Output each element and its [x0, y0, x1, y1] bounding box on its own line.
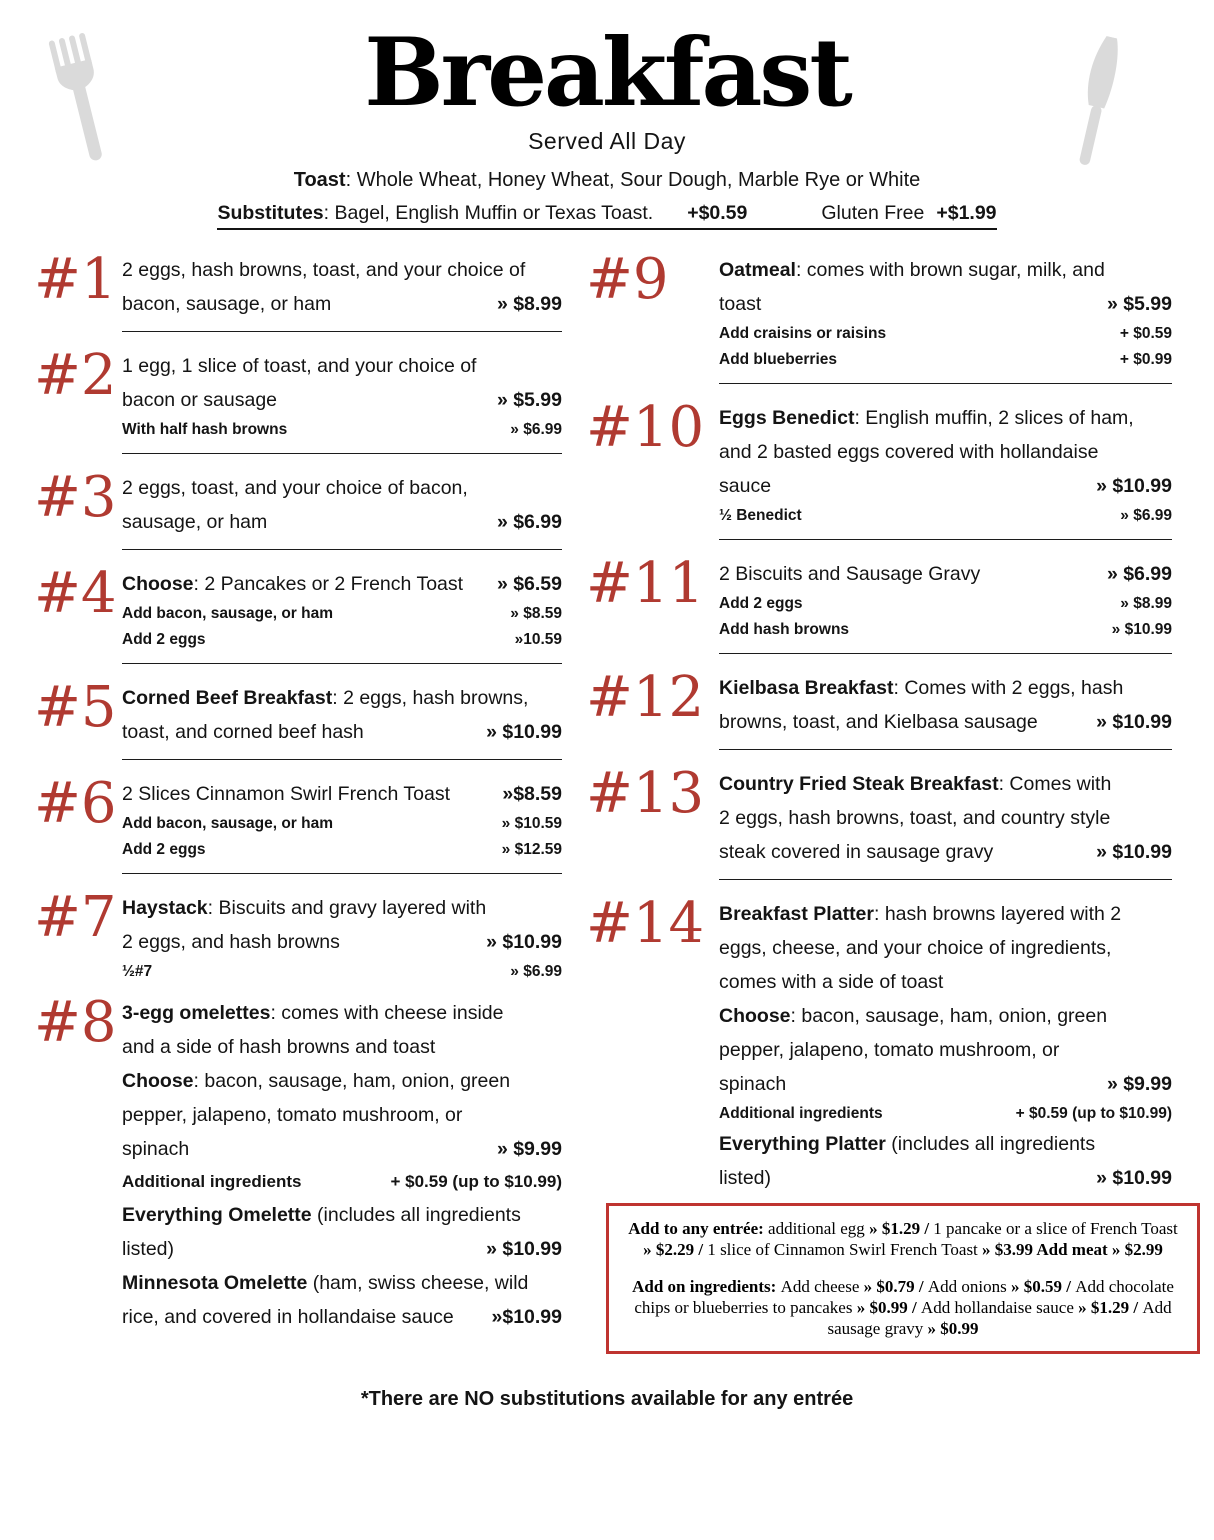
item-line	[719, 435, 1172, 469]
item-price: » $10.99	[486, 1238, 562, 1260]
item-divider	[122, 331, 562, 332]
item-line	[122, 383, 562, 417]
text-segment: 2 Slices Cinnamon Swirl French Toast	[122, 783, 451, 805]
item-line	[719, 401, 1172, 435]
text-segment: ½ Benedict	[719, 507, 802, 524]
text-segment: Add 2 eggs	[719, 595, 803, 612]
item-line-text	[122, 1030, 435, 1064]
item-divider	[719, 539, 1172, 540]
text-segment: Add to any entrée:	[628, 1219, 769, 1238]
item-line-text	[719, 1033, 1059, 1067]
menu-item	[34, 247, 562, 321]
item-divider	[719, 749, 1172, 750]
item-number: #2	[34, 343, 117, 408]
item-number: #3	[34, 465, 117, 530]
item-line-text	[122, 383, 277, 417]
text-segment: Kielbasa Breakfast	[719, 677, 894, 699]
text-segment: rice, and covered in hollandaise sauce	[122, 1306, 454, 1328]
text-segment: Choose	[122, 1070, 194, 1092]
item-line-text	[719, 671, 1123, 705]
text-segment: pepper, jalapeno, tomato mushroom, or	[719, 1039, 1060, 1061]
toast-line	[0, 169, 1214, 192]
right-column	[586, 247, 1178, 1354]
addon-paragraph	[623, 1276, 1183, 1340]
text-segment: spinach	[719, 1073, 787, 1095]
text-segment: listed)	[122, 1238, 175, 1260]
item-line	[122, 601, 562, 627]
item-content	[719, 398, 1172, 529]
item-number: #9	[586, 247, 669, 312]
item-line	[122, 1132, 562, 1166]
item-content	[122, 888, 562, 985]
text-segment: 2 eggs, hash browns, toast, and your choice of	[122, 259, 526, 281]
item-line-text	[122, 253, 525, 287]
item-line-text	[719, 557, 980, 591]
item-line-text	[122, 567, 463, 601]
item-number: #5	[34, 675, 117, 740]
text-segment: sauce	[719, 475, 772, 497]
item-line-text	[122, 777, 450, 811]
text-segment: With half hash browns	[122, 421, 288, 438]
item-line	[719, 705, 1172, 739]
menu-item	[34, 343, 562, 443]
item-line	[122, 715, 562, 749]
substitutes-line	[0, 202, 1214, 230]
substitutes-underline	[217, 202, 996, 230]
substitutes-price: +$0.59	[687, 202, 748, 224]
item-line	[719, 591, 1172, 617]
text-segment: pepper, jalapeno, tomato mushroom, or	[122, 1104, 463, 1126]
text-segment: Add sausage gravy	[827, 1297, 1172, 1338]
item-line-text	[122, 681, 528, 715]
text-segment: Add cheese	[780, 1276, 864, 1296]
right-column-items	[586, 247, 1172, 1195]
text-segment: 3-egg omelettes	[122, 1002, 271, 1024]
text-segment: Everything Platter	[719, 1133, 886, 1155]
item-price: »$10.99	[491, 1306, 562, 1328]
item-line	[122, 681, 562, 715]
text-segment: 1 egg, 1 slice of toast, and your choice of	[122, 355, 477, 377]
text-segment: (includes all ingredients	[311, 1204, 521, 1226]
text-segment: Corned Beef Breakfast	[122, 687, 333, 709]
item-line-text	[122, 811, 333, 837]
item-line	[122, 1232, 562, 1266]
item-number: #8	[34, 990, 117, 1055]
menu-item	[34, 465, 562, 539]
item-line-text	[122, 959, 152, 985]
item-content	[122, 564, 562, 653]
item-divider	[719, 383, 1172, 384]
item-price: + $0.99	[1119, 351, 1172, 368]
text-segment: additional egg	[768, 1219, 870, 1238]
item-line-text	[719, 435, 1098, 469]
item-line-text	[719, 591, 803, 617]
item-content	[719, 894, 1172, 1195]
item-price: »$8.59	[502, 783, 562, 805]
item-content	[719, 554, 1172, 643]
item-divider	[122, 549, 562, 550]
text-segment: 2 Biscuits and Sausage Gravy	[719, 563, 981, 585]
text-segment: » $3.99	[982, 1240, 1037, 1260]
item-line	[719, 253, 1172, 287]
item-line	[719, 1033, 1172, 1067]
text-segment: Oatmeal	[719, 259, 796, 281]
text-segment: Breakfast Platter	[719, 903, 874, 925]
item-line	[122, 1166, 562, 1198]
item-line-text	[122, 891, 486, 925]
menu-item	[34, 771, 562, 863]
item-price: »10.59	[514, 631, 562, 648]
toast-label: Toast	[293, 169, 346, 191]
text-segment: listed)	[719, 1167, 772, 1189]
item-price: + $0.59	[1119, 325, 1172, 342]
item-price: » $6.99	[1106, 563, 1172, 585]
item-line	[122, 891, 562, 925]
menu-item	[586, 395, 1172, 529]
item-line-text	[719, 1101, 883, 1127]
text-segment: and 2 basted eggs covered with hollandaise	[719, 441, 1099, 463]
text-segment: : Comes with	[998, 773, 1112, 795]
item-price: » $6.59	[496, 573, 562, 595]
text-segment: : bacon, sausage, ham, onion, green	[193, 1070, 511, 1092]
text-segment: » $0.99	[927, 1319, 979, 1338]
item-price: » $10.99	[1096, 1167, 1172, 1189]
text-segment: : bacon, sausage, ham, onion, green	[790, 1005, 1108, 1027]
text-segment: Add craisins or raisins	[719, 325, 887, 342]
page-title: Breakfast	[364, 18, 850, 128]
item-price: » $10.99	[1096, 475, 1172, 497]
text-segment: Everything Omelette	[122, 1204, 312, 1226]
item-line-text	[122, 837, 206, 863]
text-segment: toast	[719, 293, 762, 315]
item-price: » $10.59	[501, 815, 562, 832]
item-price: + $0.59 (up to $10.99)	[1015, 1105, 1172, 1122]
item-line	[122, 349, 562, 383]
text-segment: : Comes with 2 eggs, hash	[893, 677, 1124, 699]
item-line-text	[122, 287, 331, 321]
item-price: » $5.99	[496, 389, 562, 411]
item-line-text	[719, 503, 802, 529]
text-segment: » $1.29 /	[869, 1219, 934, 1238]
text-segment: Eggs Benedict	[719, 407, 855, 429]
item-number: #6	[34, 771, 117, 836]
text-segment: : 2 eggs, hash browns,	[332, 687, 529, 709]
text-segment: eggs, cheese, and your choice of ingredients,	[719, 937, 1112, 959]
text-segment: : 2 Pancakes or 2 French Toast	[193, 573, 464, 595]
item-divider	[719, 653, 1172, 654]
item-content	[122, 346, 562, 443]
item-line-text	[122, 1266, 528, 1300]
item-price: » $8.59	[510, 605, 562, 622]
item-number: #1	[34, 247, 117, 312]
item-line	[122, 811, 562, 837]
item-price: » $10.99	[486, 931, 562, 953]
item-divider	[719, 879, 1172, 880]
item-content	[122, 250, 562, 321]
item-line	[122, 1266, 562, 1300]
text-segment: Additional ingredients	[122, 1172, 302, 1191]
item-price: » $10.99	[1096, 711, 1172, 733]
item-price: » $12.59	[501, 841, 562, 858]
item-line-text	[719, 897, 1121, 931]
menu-header	[0, 0, 1214, 230]
item-line	[122, 925, 562, 959]
item-line-text	[122, 417, 287, 443]
text-segment: Add on ingredients:	[632, 1276, 781, 1296]
item-line	[719, 999, 1172, 1033]
text-segment: Add hollandaise sauce	[920, 1297, 1079, 1317]
item-line-text	[122, 601, 333, 627]
item-price: » $10.99	[1111, 621, 1172, 638]
item-line	[719, 671, 1172, 705]
item-line-text	[719, 999, 1107, 1033]
item-line-text	[719, 617, 849, 643]
toast-text: : Whole Wheat, Honey Wheat, Sour Dough, Marble Rye or White	[345, 169, 921, 191]
item-line	[719, 617, 1172, 643]
item-price: » $9.99	[1106, 1073, 1172, 1095]
text-segment: Add 2 eggs	[122, 841, 206, 858]
item-line-text	[719, 1127, 1095, 1161]
item-line	[122, 287, 562, 321]
item-line	[122, 505, 562, 539]
footer-note: *There are NO substitutions available for any entrée	[360, 1388, 854, 1411]
item-price: » $6.99	[496, 511, 562, 533]
item-price: » $8.99	[496, 293, 562, 315]
text-segment: browns, toast, and Kielbasa sausage	[719, 711, 1038, 733]
subtitle: Served All Day	[528, 128, 686, 154]
item-line	[122, 627, 562, 653]
text-segment: Add bacon, sausage, or ham	[122, 605, 334, 622]
left-column	[34, 247, 562, 1354]
text-segment: 2 eggs, and hash browns	[122, 931, 340, 953]
text-segment: steak covered in sausage gravy	[719, 841, 994, 863]
item-content	[719, 250, 1172, 373]
item-line-text	[122, 1064, 510, 1098]
item-line-text	[122, 1166, 301, 1198]
text-segment: Add meat » $2.99	[1036, 1240, 1163, 1260]
text-segment: : English muffin, 2 slices of ham,	[854, 407, 1134, 429]
item-line	[122, 996, 562, 1030]
text-segment: : comes with brown sugar, milk, and	[795, 259, 1105, 281]
text-segment: Add 2 eggs	[122, 631, 206, 648]
item-line	[719, 897, 1172, 931]
item-content	[122, 468, 562, 539]
text-segment: and a side of hash browns and toast	[122, 1036, 436, 1058]
item-number: #11	[586, 551, 705, 616]
item-line-text	[122, 1300, 454, 1334]
text-segment: : Biscuits and gravy layered with	[207, 897, 487, 919]
text-segment: Add blueberries	[719, 351, 837, 368]
item-line	[122, 417, 562, 443]
item-line-text	[122, 627, 206, 653]
item-line	[719, 557, 1172, 591]
item-price: + $0.59 (up to $10.99)	[390, 1172, 562, 1191]
item-line	[122, 1030, 562, 1064]
item-line-text	[719, 253, 1105, 287]
item-line-text	[719, 1161, 771, 1195]
text-segment: Additional ingredients	[719, 1105, 883, 1122]
text-segment: ½#7	[122, 963, 153, 980]
text-segment: sausage, or ham	[122, 511, 268, 533]
item-line	[719, 835, 1172, 869]
item-line-text	[719, 401, 1134, 435]
item-line	[122, 959, 562, 985]
item-line-text	[719, 321, 886, 347]
item-price: » $6.99	[510, 963, 562, 980]
item-price: » $9.99	[496, 1138, 562, 1160]
item-line-text	[719, 835, 993, 869]
item-line	[719, 965, 1172, 999]
item-line	[719, 503, 1172, 529]
item-price: » $8.99	[1120, 595, 1172, 612]
item-line-text	[122, 1098, 462, 1132]
menu-item	[586, 551, 1172, 643]
item-line-text	[122, 996, 504, 1030]
item-line	[122, 1300, 562, 1334]
text-segment: » $0.79 /	[863, 1276, 928, 1296]
item-number: #10	[586, 395, 705, 460]
item-line-text	[122, 349, 476, 383]
item-line-text	[719, 931, 1111, 965]
addon-paragraph	[623, 1218, 1183, 1261]
item-line-text	[719, 469, 771, 503]
item-line	[122, 1098, 562, 1132]
menu-item	[34, 675, 562, 749]
item-content	[719, 764, 1172, 869]
item-price: » $5.99	[1106, 293, 1172, 315]
item-line-text	[122, 505, 267, 539]
item-line	[719, 321, 1172, 347]
text-segment: bacon, sausage, or ham	[122, 293, 332, 315]
item-line	[122, 1064, 562, 1098]
text-segment: 1 slice of Cinnamon Swirl French Toast	[707, 1240, 983, 1260]
item-number: #7	[34, 885, 117, 950]
gluten-free-price: +$1.99	[936, 202, 997, 224]
item-line-text	[719, 1067, 786, 1101]
item-line-text	[719, 801, 1110, 835]
menu-item	[34, 561, 562, 653]
text-segment: Choose	[122, 573, 194, 595]
addon-box	[606, 1203, 1200, 1354]
gluten-free-label: Gluten Free	[821, 202, 925, 224]
item-line	[719, 347, 1172, 373]
item-line-text	[719, 287, 761, 321]
item-line	[719, 767, 1172, 801]
item-line	[719, 1101, 1172, 1127]
text-segment: (ham, swiss cheese, wild	[307, 1272, 529, 1294]
text-segment: Country Fried Steak Breakfast	[719, 773, 999, 795]
item-line	[122, 471, 562, 505]
item-content	[719, 668, 1172, 739]
item-line	[122, 567, 562, 601]
item-line	[719, 1161, 1172, 1195]
item-line-text	[122, 471, 468, 505]
item-line	[122, 837, 562, 863]
text-segment: 1 pancake or a slice of French Toast	[933, 1219, 1178, 1238]
text-segment: comes with a side of toast	[719, 971, 944, 993]
text-segment: toast, and corned beef hash	[122, 721, 364, 743]
item-line-text	[122, 1132, 189, 1166]
menu-item	[34, 885, 562, 985]
item-line-text	[719, 347, 837, 373]
item-line	[122, 253, 562, 287]
item-line	[719, 287, 1172, 321]
text-segment: 2 eggs, hash browns, toast, and country style	[719, 807, 1111, 829]
text-segment: Add bacon, sausage, or ham	[122, 815, 334, 832]
menu-item	[586, 761, 1172, 869]
item-price: » $10.99	[486, 721, 562, 743]
item-line-text	[719, 767, 1111, 801]
item-line-text	[719, 705, 1038, 739]
text-segment: bacon or sausage	[122, 389, 278, 411]
text-segment: » $2.29 /	[643, 1240, 708, 1260]
text-segment: Add onions	[927, 1276, 1011, 1296]
substitutes-label: Substitutes	[217, 202, 324, 224]
item-line	[122, 777, 562, 811]
menu-body	[0, 230, 1214, 1354]
menu-item	[586, 891, 1172, 1195]
item-number: #4	[34, 561, 117, 626]
text-segment: Add hash browns	[719, 621, 850, 638]
item-divider	[122, 759, 562, 760]
text-segment: Minnesota Omelette	[122, 1272, 308, 1294]
item-line-text	[719, 965, 943, 999]
item-line	[719, 1127, 1172, 1161]
menu-item	[34, 990, 562, 1334]
menu-item	[586, 665, 1172, 739]
item-line-text	[122, 925, 340, 959]
item-line	[719, 801, 1172, 835]
item-line	[719, 931, 1172, 965]
text-segment: Add chocolate chips or blueberries to pancakes	[634, 1276, 1174, 1317]
item-divider	[122, 453, 562, 454]
text-segment: » $0.59 /	[1011, 1276, 1076, 1296]
substitutes-text: : Bagel, English Muffin or Texas Toast.	[323, 202, 654, 224]
item-divider	[122, 663, 562, 664]
item-number: #13	[586, 761, 705, 826]
text-segment: : comes with cheese inside	[270, 1002, 504, 1024]
text-segment: » $1.29 /	[1078, 1297, 1143, 1317]
text-segment: Choose	[719, 1005, 791, 1027]
item-line	[719, 1067, 1172, 1101]
item-line	[122, 1198, 562, 1232]
item-number: #12	[586, 665, 705, 730]
text-segment: (includes all ingredients	[885, 1133, 1096, 1155]
text-segment: » $0.99 /	[856, 1297, 921, 1317]
item-divider	[122, 873, 562, 874]
item-content	[122, 774, 562, 863]
item-price: » $6.99	[510, 421, 562, 438]
item-price: » $6.99	[1120, 507, 1172, 524]
item-content	[122, 678, 562, 749]
item-price: » $10.99	[1096, 841, 1172, 863]
item-content	[122, 993, 562, 1334]
text-segment: Haystack	[122, 897, 208, 919]
item-number: #14	[586, 891, 705, 956]
item-line-text	[122, 1198, 521, 1232]
item-line	[719, 469, 1172, 503]
text-segment: spinach	[122, 1138, 190, 1160]
text-segment: : hash browns layered with 2	[874, 903, 1122, 925]
item-line-text	[122, 1232, 174, 1266]
menu-item	[586, 247, 1172, 373]
item-line-text	[122, 715, 364, 749]
text-segment: 2 eggs, toast, and your choice of bacon,	[122, 477, 468, 499]
